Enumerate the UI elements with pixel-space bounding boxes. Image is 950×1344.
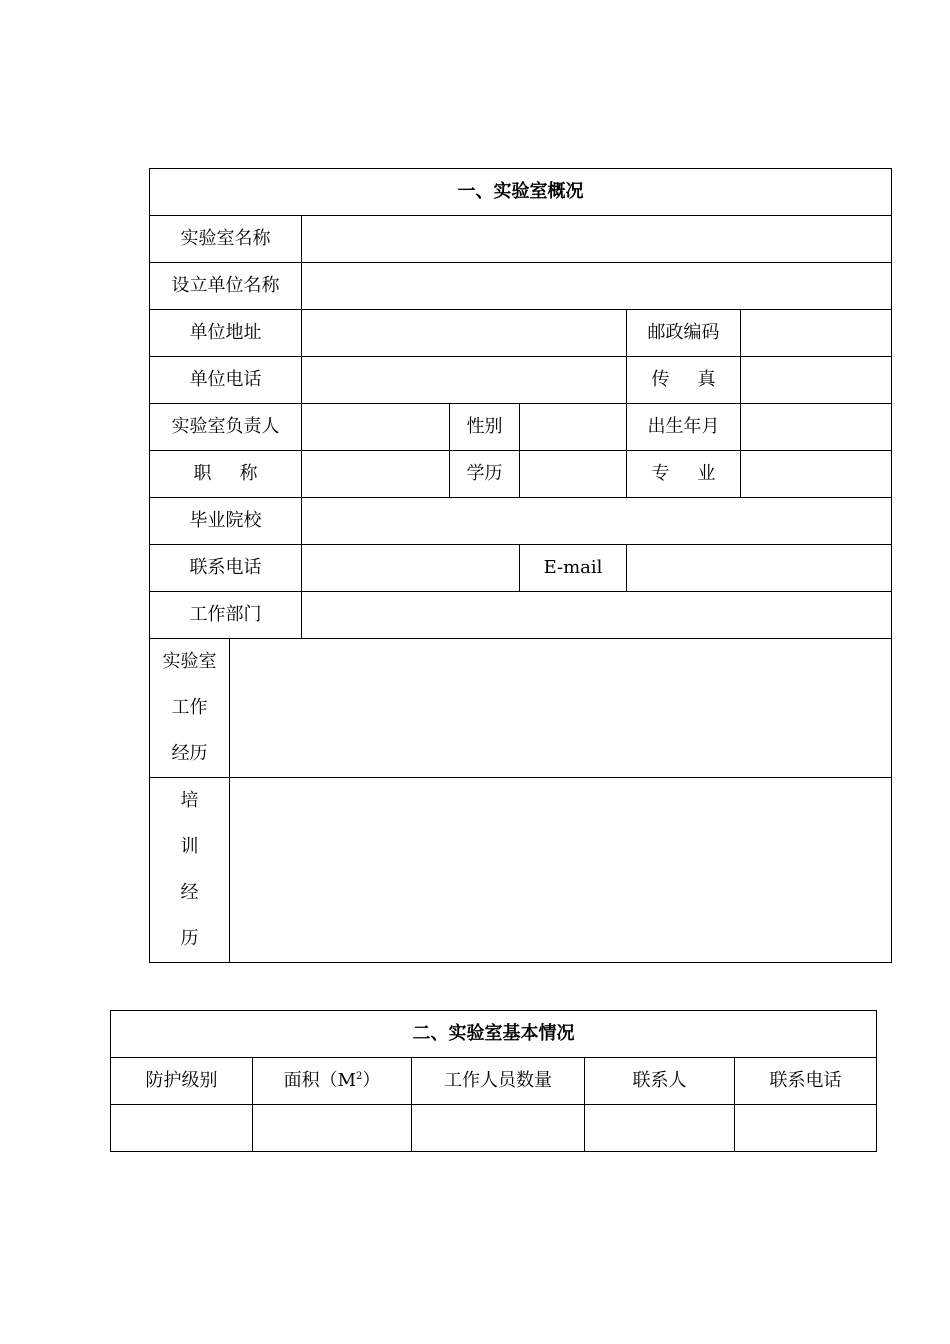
- training-experience-field[interactable]: [230, 778, 892, 963]
- staff-count-header: 工作人员数量: [412, 1058, 585, 1105]
- training-line: 培: [180, 790, 199, 811]
- department-field[interactable]: [302, 592, 892, 639]
- protection-level-field[interactable]: [111, 1105, 253, 1152]
- training-line: 历: [180, 928, 199, 949]
- fax-label: [627, 357, 741, 404]
- job-title-field[interactable]: [302, 451, 450, 498]
- unit-phone-field[interactable]: [302, 357, 627, 404]
- education-field[interactable]: [520, 451, 627, 498]
- school-field[interactable]: [302, 498, 892, 545]
- department-label: 工作部门: [150, 592, 302, 639]
- job-title-label: [150, 451, 302, 498]
- lab-experience-line: 实验室: [162, 651, 217, 672]
- unit-phone-label: 单位电话: [150, 357, 302, 404]
- email-label: E-mail: [520, 545, 627, 592]
- birth-label: 出生年月: [627, 404, 741, 451]
- fax-label-part1: 传: [651, 369, 670, 390]
- area-field[interactable]: [253, 1105, 412, 1152]
- major-label: [627, 451, 741, 498]
- area-header: [253, 1058, 412, 1105]
- lab-name-label: 实验室名称: [150, 216, 302, 263]
- training-experience-label: [150, 778, 230, 963]
- lab-experience-line: 工作: [171, 697, 208, 718]
- area-header-text: 面积（M: [283, 1070, 357, 1091]
- school-label: 毕业院校: [150, 498, 302, 545]
- training-line: 训: [180, 836, 199, 857]
- lab-head-label: 实验室负责人: [150, 404, 302, 451]
- contact-person-field[interactable]: [585, 1105, 735, 1152]
- lab-overview-table: [149, 168, 892, 963]
- major-label-part2: 业: [697, 463, 716, 484]
- major-label-part1: 专: [651, 463, 670, 484]
- major-field[interactable]: [741, 451, 892, 498]
- unit-address-field[interactable]: [302, 310, 627, 357]
- lab-name-field[interactable]: [302, 216, 892, 263]
- unit-name-field[interactable]: [302, 263, 892, 310]
- job-title-label-part2: 称: [239, 463, 258, 484]
- contact-phone-field-2[interactable]: [735, 1105, 877, 1152]
- area-header-close: ）: [362, 1070, 381, 1091]
- contact-phone-field[interactable]: [302, 545, 520, 592]
- contact-phone-label: 联系电话: [150, 545, 302, 592]
- fax-label-part2: 真: [697, 369, 716, 390]
- postal-code-label: 邮政编码: [627, 310, 741, 357]
- postal-code-field[interactable]: [741, 310, 892, 357]
- area-unit-superscript: 2: [356, 1071, 363, 1082]
- contact-person-header: 联系人: [585, 1058, 735, 1105]
- gender-label: 性别: [450, 404, 520, 451]
- contact-phone-header: 联系电话: [735, 1058, 877, 1105]
- unit-name-label: 设立单位名称: [150, 263, 302, 310]
- job-title-label-part1: 职: [193, 463, 212, 484]
- birth-field[interactable]: [741, 404, 892, 451]
- education-label: 学历: [450, 451, 520, 498]
- lab-experience-label: [150, 639, 230, 778]
- unit-address-label: 单位地址: [150, 310, 302, 357]
- lab-head-field[interactable]: [302, 404, 450, 451]
- section2-title: 二、实验室基本情况: [111, 1011, 877, 1058]
- section1-title: 一、实验室概况: [150, 169, 892, 216]
- email-field[interactable]: [627, 545, 892, 592]
- gender-field[interactable]: [520, 404, 627, 451]
- staff-count-field[interactable]: [412, 1105, 585, 1152]
- fax-field[interactable]: [741, 357, 892, 404]
- lab-basic-info-table: [110, 1010, 877, 1152]
- lab-experience-line: 经历: [171, 743, 208, 764]
- protection-level-header: 防护级别: [111, 1058, 253, 1105]
- training-line: 经: [180, 882, 199, 903]
- lab-experience-field[interactable]: [230, 639, 892, 778]
